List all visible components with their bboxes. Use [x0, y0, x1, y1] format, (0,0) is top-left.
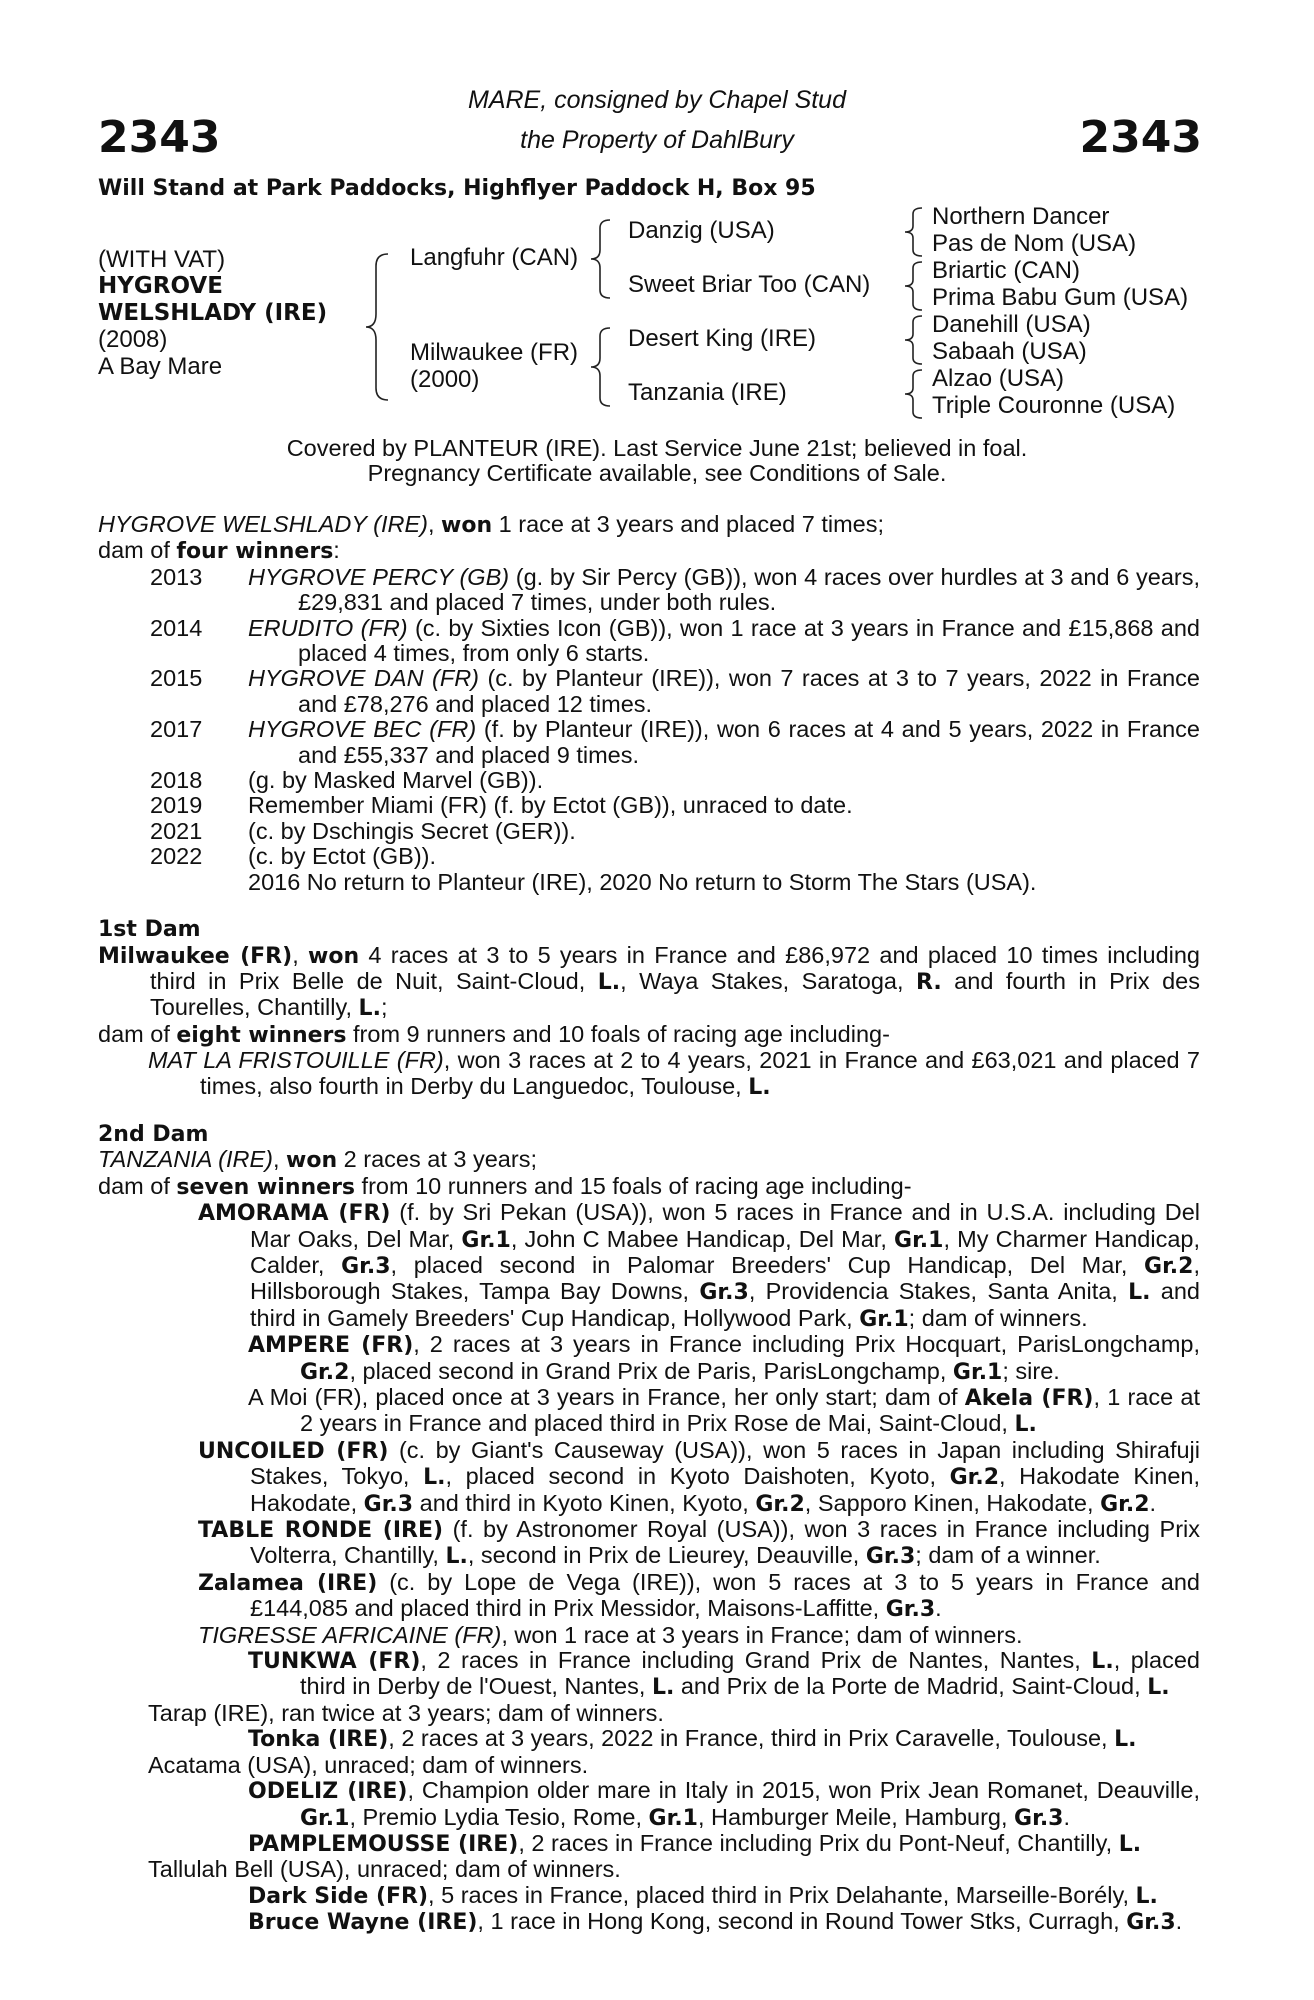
pedigree-dam: Milwaukee (FR)	[410, 339, 579, 366]
bruce-wayne-entry: Bruce Wayne (IRE), 1 race in Hong Kong, second in Round Tower Stks, Curragh, Gr.3.	[248, 1908, 1183, 1936]
produce-note: 2016 No return to Planteur (IRE), 2020 No return to Storm The Stars (USA).	[248, 868, 1037, 895]
pedigree-dam-dam: Tanzania (IRE)	[628, 379, 787, 406]
pedigree-brace-main	[362, 252, 392, 402]
lot-number-left: 2343	[98, 112, 221, 163]
produce-entry: (c. by Ectot (GB)).	[248, 843, 437, 870]
produce-year: 2019	[150, 792, 203, 819]
a-moi-entry: A Moi (FR), placed once at 3 years in France, her only start; dam of Akela (FR), 1 race at 2 years in France and placed third in Prix Rose de Mai, Saint-Cloud, L.	[248, 1384, 1200, 1438]
mat-la-fristouille: MAT LA FRISTOUILLE (FR), won 3 races at 2 to 4 years, 2021 in France and £63,021 and placed 7 times, also fourth in Derby du Languedoc, Toulouse, L.	[148, 1047, 1200, 1100]
produce-year: 2021	[150, 817, 203, 844]
tarap-entry: Tarap (IRE), ran twice at 3 years; dam of winners.	[148, 1699, 664, 1726]
first-dam-produce: dam of eight winners from 9 runners and 10 foals of racing age including-	[98, 1020, 890, 1048]
ampere-entry: AMPERE (FR), 2 races at 3 years in France including Prix Hocquart, ParisLongchamp, Gr.2, placed second in Grand Prix de Paris, ParisLongchamp, Gr.1; sire.	[248, 1331, 1200, 1385]
summary-dam-of: dam of four winners:	[98, 537, 340, 565]
pedigree-brace-g3	[902, 314, 926, 366]
acatama-entry: Acatama (USA), unraced; dam of winners.	[148, 1751, 589, 1778]
produce-year: 2014	[150, 614, 203, 641]
summary-line: HYGROVE WELSHLADY (IRE), won 1 race at 3 years and placed 7 times;	[98, 511, 885, 538]
pedigree-g2: Pas de Nom (USA)	[932, 230, 1137, 257]
pedigree-sire-sire: Danzig (USA)	[628, 217, 775, 244]
horse-year: (2008)	[98, 326, 168, 353]
stand-location: Will Stand at Park Paddocks, Highflyer Paddock H, Box 95	[98, 176, 816, 201]
horse-description: A Bay Mare	[98, 353, 223, 380]
pedigree-brace-g1	[902, 206, 926, 258]
pedigree-brace-dam	[588, 326, 614, 408]
odeliz-entry: ODELIZ (IRE), Champion older mare in Italy in 2015, won Prix Jean Romanet, Deauville, Gr.1, Premio Lydia Tesio, Rome, Gr.1, Hamburger Meile, Hamburg, Gr.3.	[248, 1777, 1201, 1831]
dark-side-entry: Dark Side (FR), 5 races in France, placed third in Prix Delahante, Marseille-Borély, L.	[248, 1881, 1158, 1909]
produce-year: 2013	[150, 563, 203, 590]
produce-entry: HYGROVE BEC (FR) (f. by Planteur (IRE)), won 6 races at 4 and 5 years, 2022 in France and £55,337 and placed 9 times.	[248, 716, 1200, 768]
pedigree-g1: Northern Dancer	[932, 203, 1110, 230]
pedigree-dam-year: (2000)	[410, 366, 480, 393]
tallulah-bell-entry: Tallulah Bell (USA), unraced; dam of winners.	[148, 1856, 621, 1883]
tunkwa-entry: TUNKWA (FR), 2 races in France including Grand Prix de Nantes, Nantes, L., placed third in Derby de l'Ouest, Nantes, L. and Prix de la Porte de Madrid, Saint-Cloud, L.	[248, 1647, 1200, 1701]
pregnancy-line: Pregnancy Certificate available, see Conditions of Sale.	[367, 460, 947, 486]
produce-entry: HYGROVE DAN (FR) (c. by Planteur (IRE)), won 7 races at 3 to 7 years, 2022 in France and £78,276 and placed 12 times.	[248, 665, 1200, 717]
produce-entry: Remember Miami (FR) (f. by Ectot (GB)), unraced to date.	[248, 792, 853, 819]
produce-year	[98, 870, 248, 895]
vat-label: (WITH VAT)	[98, 246, 226, 273]
second-dam-record: TANZANIA (IRE), won 2 races at 3 years;	[98, 1146, 537, 1174]
produce-entry: (g. by Masked Marvel (GB)).	[248, 767, 544, 794]
produce-year: 2015	[150, 665, 203, 692]
produce-year: 2018	[150, 767, 203, 794]
horse-name-line2: WELSHLADY (IRE)	[98, 300, 328, 326]
pedigree-sire-dam: Sweet Briar Too (CAN)	[628, 271, 871, 298]
pedigree-g7: Alzao (USA)	[932, 365, 1065, 392]
pedigree-details	[98, 512, 1200, 1936]
tigresse-africaine-entry: TIGRESSE AFRICAINE (FR), won 1 race at 3 years in France; dam of winners.	[198, 1621, 1023, 1648]
pedigree-g5: Danehill (USA)	[932, 311, 1091, 338]
tonka-entry: Tonka (IRE), 2 races at 3 years, 2022 in France, third in Prix Caravelle, Toulouse, L.	[248, 1725, 1137, 1753]
table-ronde-entry: TABLE RONDE (IRE) (f. by Astronomer Royal (USA)), won 3 races in France including Prix Volterra, Chantilly, L., second in Prix de Lieurey, Deauville, Gr.3; dam of a winner.	[198, 1516, 1200, 1570]
produce-year: 2022	[150, 843, 203, 870]
uncoiled-entry: UNCOILED (FR) (c. by Giant's Causeway (USA)), won 5 races in Japan including Shirafuji Stakes, Tokyo, L., placed second in Kyoto Daishoten, Kyoto, Gr.2, Hakodate Kinen, Hakodate, Gr.3 and third in Kyoto Kinen, Kyoto, Gr.2, Sapporo Kinen, Hakodate, Gr.2.	[198, 1436, 1200, 1517]
property-line: the Property of DahlBury	[520, 126, 794, 154]
zalamea-entry: Zalamea (IRE) (c. by Lope de Vega (IRE)), won 5 races at 3 to 5 years in France and £144,085 and placed third in Prix Messidor, Maisons-Laffitte, Gr.3.	[198, 1568, 1200, 1623]
covered-line: Covered by PLANTEUR (IRE). Last Service June 21st; believed in foal.	[286, 435, 1028, 461]
produce-entry: (c. by Dschingis Secret (GER)).	[248, 817, 576, 844]
produce-entry: HYGROVE PERCY (GB) (g. by Sir Percy (GB)), won 4 races over hurdles at 3 and 6 years, £29,831 and placed 7 times, under both rules.	[248, 563, 1200, 616]
pedigree-brace-g2	[902, 260, 926, 312]
amorama-entry: AMORAMA (FR) (f. by Sri Pekan (USA)), won 5 races in France and in U.S.A. including Del Mar Oaks, Del Mar, Gr.1, John C Mabee Handicap, Del Mar, Gr.1, My Charmer Handicap, Calder, Gr.3, placed second in Palomar Breeders' Cup Handicap, Del Mar, Gr.2, Hillsborough Stakes, Tampa Bay Downs, Gr.3, Providencia Stakes, Santa Anita, L. and third in Gamely Breeders' Cup Handicap, Hollywood Park, Gr.1; dam of winners.	[198, 1199, 1201, 1332]
produce-year: 2017	[150, 716, 203, 743]
pedigree-dam-sire: Desert King (IRE)	[628, 325, 817, 352]
consignor-line: MARE, consigned by Chapel Stud	[468, 86, 846, 114]
pedigree-g6: Sabaah (USA)	[932, 338, 1087, 365]
pedigree-brace-g4	[902, 368, 926, 420]
pedigree-g4: Prima Babu Gum (USA)	[932, 284, 1189, 311]
pedigree-g8: Triple Couronne (USA)	[932, 392, 1176, 419]
pamplemousse-entry: PAMPLEMOUSSE (IRE), 2 races in France including Prix du Pont-Neuf, Chantilly, L.	[248, 1829, 1142, 1857]
pedigree-g3: Briartic (CAN)	[932, 257, 1080, 284]
pedigree-brace-sire	[588, 218, 614, 300]
horse-name-line1: HYGROVE	[98, 273, 223, 299]
produce-entry: ERUDITO (FR) (c. by Sixties Icon (GB)), won 1 race at 3 years in France and £15,868 and placed 4 times, from only 6 starts.	[248, 614, 1200, 667]
produce-list	[98, 565, 1200, 895]
first-dam-record: Milwaukee (FR), won 4 races at 3 to 5 years in France and £86,972 and placed 10 times including third in Prix Belle de Nuit, Saint-Cloud, L., Waya Stakes, Saratoga, R. and fourth in Prix des Tourelles, Chantilly, L.;	[98, 941, 1200, 1022]
second-dam-heading: 2nd Dam	[98, 1121, 209, 1147]
first-dam-heading: 1st Dam	[98, 917, 201, 943]
pedigree-sire: Langfuhr (CAN)	[410, 244, 579, 271]
second-dam-produce: dam of seven winners from 10 runners and 15 foals of racing age including-	[98, 1172, 912, 1200]
lot-number-right: 2343	[1079, 112, 1202, 163]
